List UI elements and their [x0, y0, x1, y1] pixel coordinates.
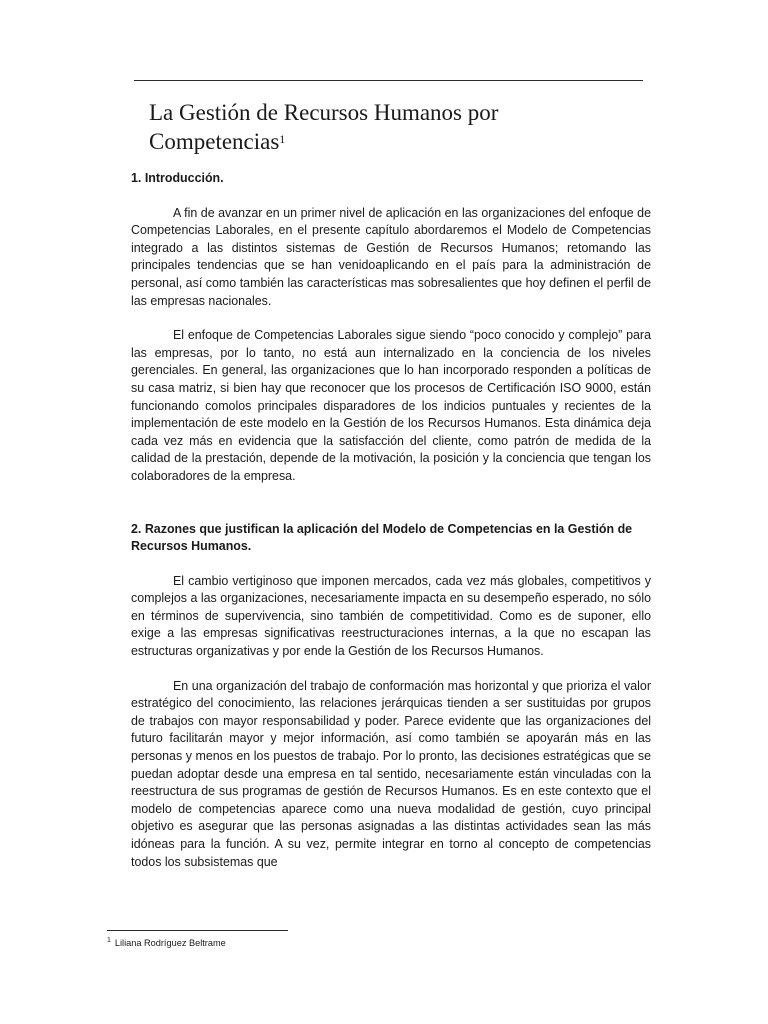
footnote-text: Liliana Rodríguez Beltrame: [114, 938, 226, 948]
document-title: [149, 98, 629, 156]
section-heading-razones: 2. Razones que justifican la aplicación del Modelo de Competencias en la Gestión de Recursos Humanos.: [131, 521, 633, 554]
section-heading-introduccion: 1. Introducción.: [131, 171, 224, 185]
document-title-text: La Gestión de Recursos Humanos por Competencias: [149, 100, 499, 154]
paragraph: En una organización del trabajo de conformación mas horizontal y que prioriza el valor estratégico del conocimiento, las relaciones jerárquicas tienden a ser sustituidas por grupos de trabajos con mayor responsabilidad y poder. Parece evidente que las organizaciones del futuro facilitarán mayor y mejor información, así como también se apoyarán más en las personas y menos en los puestos de trabajo. Por lo pronto, las decisiones estratégicas que se puedan adoptar desde una empresa en tal sentido, necesariamente están vinculadas con la reestructura de sus programas de gestión de Recursos Humanos. Es en este contexto que el modelo de competencias aparece como una nueva modalidad de gestión, cuyo principal objetivo es asegurar que las personas asignadas a las distintas actividades sean las más idóneas para la función. A su vez, permite integrar en torno al concepto de competencias todos los subsistemas que: [131, 678, 651, 869]
footnote-marker: 1: [107, 937, 111, 944]
document-body: [131, 170, 651, 871]
footnote: [107, 937, 226, 949]
footnote-rule: [107, 930, 288, 931]
paragraph: El enfoque de Competencias Laborales sigue siendo “poco conocido y complejo” para las empresas, por lo tanto, no está aun internalizado en la conciencia de los niveles gerenciales. En general, las organizaciones que lo han incorporado responden a políticas de su casa matriz, si bien hay que reconocer que los procesos de Certificación ISO 9000, están funcionando comolos principales disparadores de los indicios puntuales y recientes de la implementación de este modelo en la Gestión de los Recursos Humanos. Esta dinámica deja cada vez más en evidencia que la satisfacción del cliente, como patrón de medida de la calidad de la prestación, depende de la motivación, la posición y la conciencia que tengan los colaboradores de la empresa.: [131, 328, 651, 483]
paragraph: El cambio vertiginoso que imponen mercados, cada vez más globales, competitivos y complejos a las organizaciones, necesariamente impacta en su desempeño esperado, no sólo en términos de supervivencia, sino también de competitividad. Como es de suponer, ello exige a las empresas significativas reestructuraciones internas, a la que no escapan las estructuras organizativas y por ende la Gestión de los Recursos Humanos.: [131, 573, 651, 659]
paragraph: A fin de avanzar en un primer nivel de aplicación en las organizaciones del enfoque de Competencias Laborales, en el presente capítulo abordaremos el Modelo de Competencias integrado a las distintos sistemas de Gestión de Recursos Humanos; retomando las principales tendencias que se han venidoaplicando en el país para la administración de personal, así como también las características mas sobresalientes que hoy definen el perfil de las empresas nacionales.: [131, 205, 651, 308]
title-footnote-marker: 1: [279, 132, 286, 146]
header-rule: [134, 80, 643, 81]
